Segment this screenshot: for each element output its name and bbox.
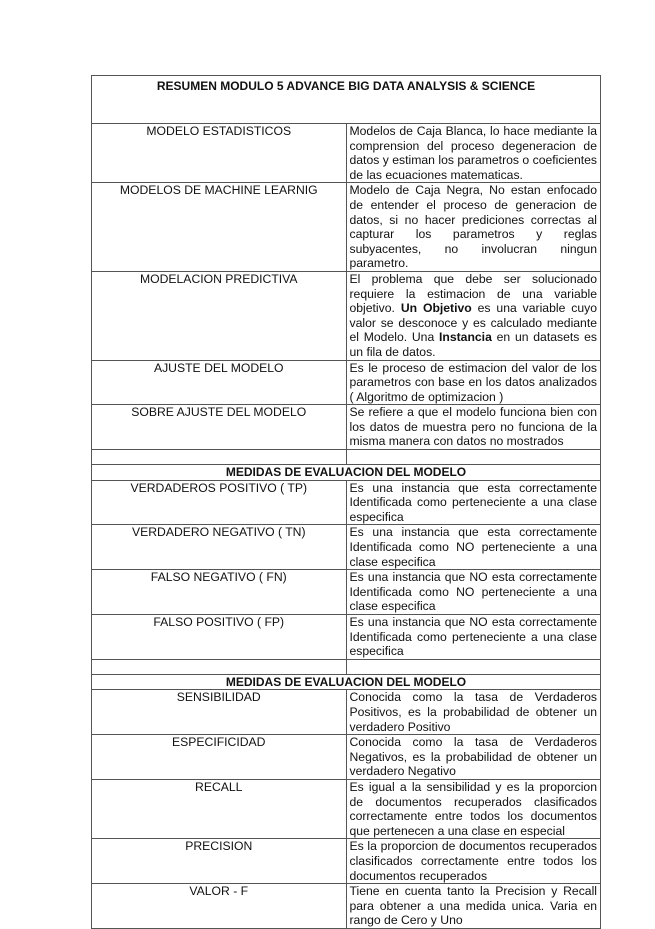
description-cell: Es una instancia que NO esta correctamente Identificada como NO perteneciente a una clase especifica (346, 570, 601, 615)
section-heading: MEDIDAS DE EVALUACION DEL MODELO (92, 674, 601, 690)
description-cell: Es la proporcion de documentos recuperados clasificados correctamente entre todos los documentos recuperados (346, 839, 601, 884)
empty-cell (92, 450, 347, 465)
table-row (92, 735, 601, 780)
bold-term-instancia: Instancia (439, 330, 492, 345)
term-cell: MODELACION PREDICTIVA (92, 271, 347, 360)
description-cell: Conocida como la tasa de Verdaderos Positivos, es la probabilidad de obtener un verdadero Positivo (346, 690, 601, 735)
table-row (92, 124, 601, 183)
table-row (92, 884, 601, 929)
term-cell: ESPECIFICIDAD (92, 735, 347, 780)
spacer-row (92, 450, 601, 465)
summary-table (91, 75, 601, 929)
description-text: El problema que debe ser solucionado requiere la estimacion de una variable objetivo. (349, 271, 597, 316)
summary-document (91, 75, 601, 929)
section-heading-row (92, 465, 601, 481)
table-row (92, 360, 601, 405)
table-row (92, 183, 601, 272)
description-cell: Es igual a la sensibilidad y es la proporcion de documentos recuperados clasificados correctamente entre todos los documentos que pertenecen a una clase en especial (346, 779, 601, 838)
spacer-row (92, 659, 601, 674)
table-row (92, 690, 601, 735)
bold-term-objetivo: Un Objetivo (400, 301, 472, 316)
term-cell: FALSO POSITIVO ( FP) (92, 615, 347, 660)
table-row (92, 271, 601, 360)
empty-cell (92, 659, 347, 674)
table-row (92, 405, 601, 450)
section-heading-row (92, 674, 601, 690)
term-cell: RECALL (92, 779, 347, 838)
table-row (92, 570, 601, 615)
term-cell: SOBRE AJUSTE DEL MODELO (92, 405, 347, 450)
description-cell (346, 271, 601, 360)
title-row (92, 76, 601, 124)
table-row (92, 615, 601, 660)
table-row (92, 525, 601, 570)
term-cell: VERDADEROS POSITIVO ( TP) (92, 480, 347, 525)
term-cell: PRECISION (92, 839, 347, 884)
description-cell: Es una instancia que NO esta correctamente Identificada como perteneciente a una clase especifica (346, 615, 601, 660)
description-cell: Es le proceso de estimacion del valor de los parametros con base en los datos analizados ( Algoritmo de optimizacion ) (346, 360, 601, 405)
term-cell: VALOR - F (92, 884, 347, 929)
empty-cell (346, 450, 601, 465)
description-cell: Modelos de Caja Blanca, lo hace mediante la comprension del proceso degeneracion de datos y estiman los parametros o coeficientes de las ecuaciones matematicas. (346, 124, 601, 183)
description-text: es una variable cuyo valor se desconoce y es calculado mediante el Modelo. Una (349, 301, 598, 345)
table-row (92, 839, 601, 884)
section-heading: MEDIDAS DE EVALUACION DEL MODELO (92, 465, 601, 481)
table-row (92, 480, 601, 525)
term-cell: AJUSTE DEL MODELO (92, 360, 347, 405)
description-cell: Modelo de Caja Negra, No estan enfocado de entender el proceso de generacion de datos, si no hacer prediciones correctas al capturar los parametros y reglas subyacentes, no involucran ningun parametro. (346, 183, 601, 272)
term-cell: SENSIBILIDAD (92, 690, 347, 735)
description-cell: Es una instancia que esta correctamente Identificada como perteneciente a una clase especifica (346, 480, 601, 525)
term-cell: FALSO NEGATIVO ( FN) (92, 570, 347, 615)
empty-cell (346, 659, 601, 674)
description-cell: Es una instancia que esta correctamente Identificada como NO perteneciente a una clase especifica (346, 525, 601, 570)
term-cell: MODELO ESTADISTICOS (92, 124, 347, 183)
description-text: en un datasets es un fila de datos. (349, 330, 597, 359)
table-row (92, 779, 601, 838)
term-cell: MODELOS DE MACHINE LEARNIG (92, 183, 347, 272)
description-cell: Tiene en cuenta tanto la Precision y Recall para obtener a una medida unica. Varia en rango de Cero y Uno (346, 884, 601, 929)
document-title: RESUMEN MODULO 5 ADVANCE BIG DATA ANALYSIS & SCIENCE (92, 76, 601, 124)
description-cell: Conocida como la tasa de Verdaderos Negativos, es la probabilidad de obtener un verdadero Negativo (346, 735, 601, 780)
term-cell: VERDADERO NEGATIVO ( TN) (92, 525, 347, 570)
description-cell: Se refiere a que el modelo funciona bien con los datos de muestra pero no funciona de la misma manera con datos no mostrados (346, 405, 601, 450)
